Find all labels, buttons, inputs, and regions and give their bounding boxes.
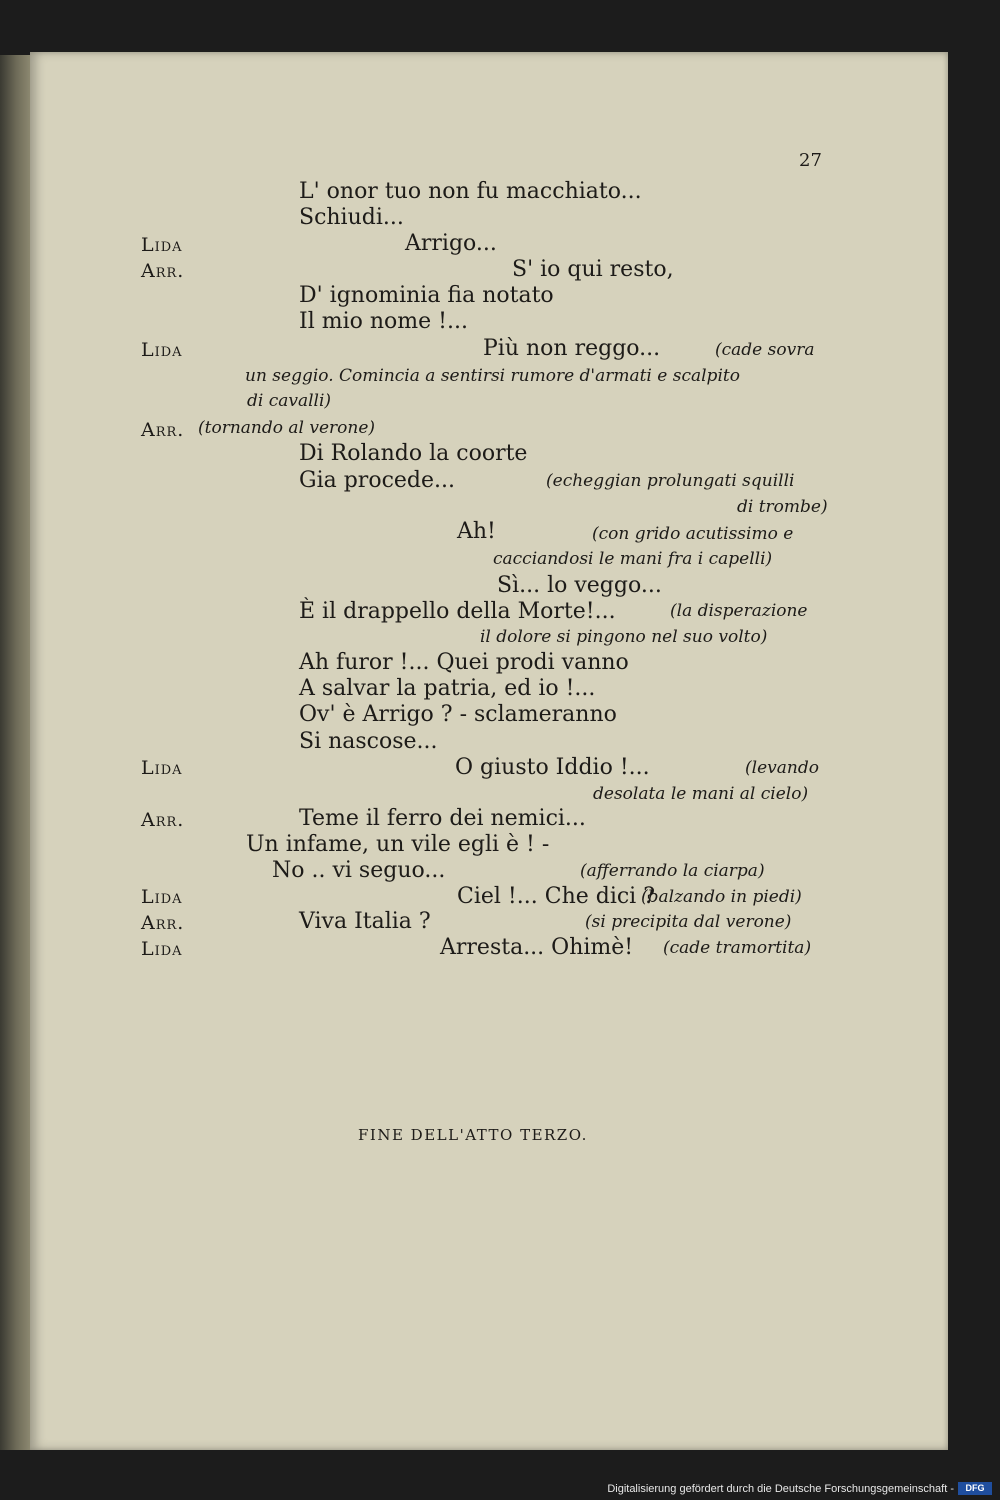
verse-line: Sì... lo veggo... [497, 573, 662, 598]
verse-line: Si nascose... [299, 729, 438, 754]
verse-line: Viva Italia ? [299, 909, 431, 934]
verse-line: Arresta... Ohimè! [440, 935, 634, 960]
verse-line: Arrigo... [405, 231, 497, 256]
speaker-name: Lida [141, 938, 183, 960]
stage-direction: (echeggian prolungati squilli [546, 471, 795, 491]
verse-line: Ov' è Arrigo ? - sclameranno [299, 702, 617, 727]
verse-line: È il drappello della Morte!... [299, 599, 616, 624]
verse-line: Gia procede... [299, 468, 455, 493]
stage-direction: (cade sovra [715, 340, 815, 360]
speaker-name: Lida [141, 234, 183, 256]
verse-line: Schiudi... [299, 205, 404, 230]
stage-direction: (la disperazione [670, 601, 808, 621]
stage-direction: (tornando al verone) [198, 418, 376, 438]
verse-line: Ah! [457, 519, 496, 544]
verse-line: Di Rolando la coorte [299, 441, 528, 466]
stage-direction: di cavalli) [247, 391, 332, 411]
dfg-logo: DFG [958, 1482, 992, 1495]
book-spine [0, 55, 30, 1450]
page-number: 27 [799, 150, 822, 171]
stage-direction: il dolore si pingono nel suo volto) [480, 627, 768, 647]
speaker-name: Lida [141, 886, 183, 908]
stage-direction: (balzando in piedi) [641, 887, 802, 907]
verse-line: O giusto Iddio !... [455, 755, 650, 780]
stage-direction: un seggio. Comincia a sentirsi rumore d'armati e scalpito [245, 366, 740, 386]
stage-direction: (levando [745, 758, 819, 778]
stage-direction: cacciandosi le mani fra i capelli) [493, 549, 773, 569]
speaker-name: Arr. [141, 260, 185, 282]
digitization-footer [0, 1478, 1000, 1500]
stage-direction: desolata le mani al cielo) [593, 784, 809, 804]
stage-direction: (si precipita dal verone) [585, 912, 792, 932]
stage-direction: (con grido acutissimo e [592, 524, 794, 544]
act-end-heading: FINE DELL'ATTO TERZO. [358, 1126, 588, 1144]
speaker-name: Lida [141, 339, 183, 361]
funding-credit: Digitalisierung gefördert durch die Deutsche Forschungsgemeinschaft - [607, 1483, 954, 1495]
verse-line: S' io qui resto, [512, 257, 674, 282]
verse-line: Teme il ferro dei nemici... [299, 806, 586, 831]
verse-line: Ah furor !... Quei prodi vanno [299, 650, 629, 675]
speaker-name: Arr. [141, 809, 185, 831]
stage-direction: (cade tramortita) [663, 938, 812, 958]
verse-line: Ciel !... Che dici ? [457, 884, 656, 909]
verse-line: No .. vi seguo... [272, 858, 446, 883]
verse-line: Il mio nome !... [299, 309, 468, 334]
verse-line: Un infame, un vile egli è ! - [246, 832, 550, 857]
speaker-name: Lida [141, 757, 183, 779]
verse-line: Più non reggo... [483, 336, 661, 361]
verse-line: A salvar la patria, ed io !... [299, 676, 596, 701]
verse-line: L' onor tuo non fu macchiato... [299, 179, 642, 204]
stage-direction: (afferrando la ciarpa) [580, 861, 765, 881]
verse-line: D' ignominia fia notato [299, 283, 554, 308]
stage-direction: di trombe) [737, 497, 828, 517]
speaker-name: Arr. [141, 912, 185, 934]
speaker-name: Arr. [141, 419, 185, 441]
